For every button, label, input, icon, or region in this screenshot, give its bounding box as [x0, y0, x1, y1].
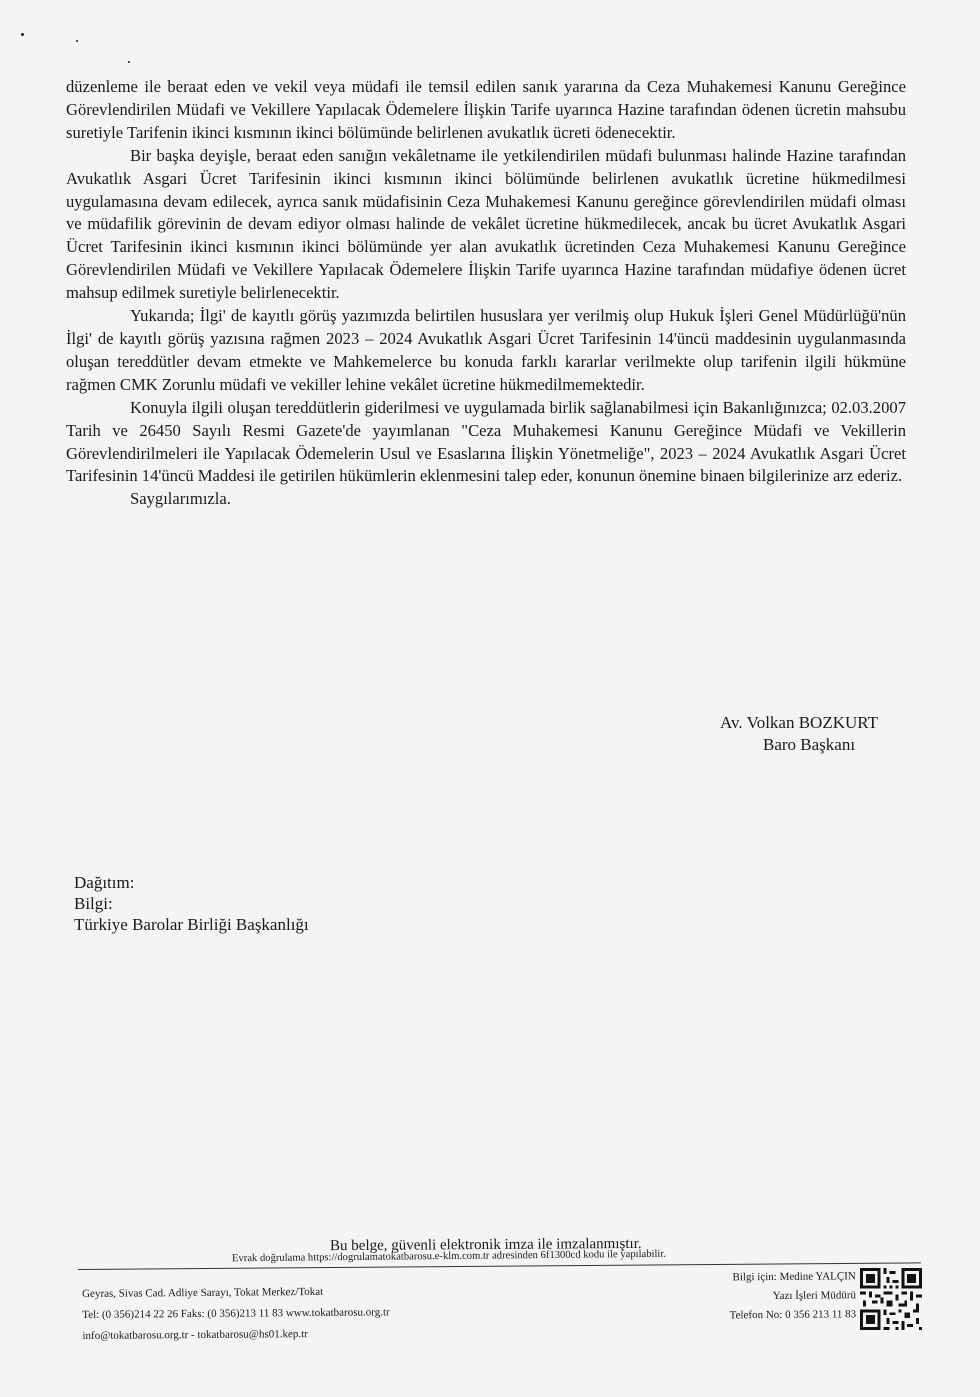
body-paragraph-3: Yukarıda; İlgi' de kayıtlı görüş yazımızda belirtilen hususlara yer verilmiş olup Hukuk İşleri Genel Müdürlüğü'nün İlgi' de kayıtlı görüş yazısına rağmen 2023 – 2024 Avukatlık Asgari Ücret Tarifesinin 14'üncü maddesinin uygulanmasında oluşan tereddütler devam etmekte ve Mahkemelerce bu konuda farklı kararlar verilmekte olup tarifenin ilgili hükmüne rağmen CMK Zorunlu müdafi ve vekiller lehine vekâlet ücretine hükmedilmemektedir. [66, 306, 906, 394]
info-recipient: Türkiye Barolar Birliği Başkanlığı [74, 915, 309, 934]
footer-address: Geyras, Sivas Cad. Adliye Sarayı, Tokat Merkez/Tokat [82, 1285, 324, 1300]
footer-contact-block [690, 1267, 856, 1325]
body-paragraph-2: Bir başka deyişle, beraat eden sanığın vekâletname ile yetkilendirilen müdafi bulunması halinde Hazine tarafından Avukatlık Asgari Ücret Tarifesinin ikinci kısmının ikinci bölümünde belirlenen avukatlık ücretine hükmedilmesi uygulamasına devam edilecek, ayrıca sanık müdafisinin Ceza Muhakemesi Kanunu gereğince görevlendirilen müdafi olması ve müdafilik görevinin de devam ediyor olması halinde de vekâlet ücretine hükmedilecek, ancak bu ücret Avukatlık Asgari Ücret Tarifesinin ikinci kısmının ikinci bölümünde yer alan avukatlık ücretinden Ceza Muhakemesi Kanunu Gereğince Görevlendirilen Müdafi ve Vekillere Yapılacak Ödemelere İlişkin Tarife uyarınca Hazine tarafından müdafiye ödenen ücret mahsup edilmek suretiyle belirlenecektir. [66, 145, 906, 303]
distribution-block [74, 872, 309, 935]
scan-speck [128, 61, 130, 63]
contact-label: Bilgi için: Medine YALÇIN [732, 1270, 856, 1284]
contact-phone: Telefon No: 0 356 213 11 83 [729, 1308, 857, 1322]
closing-salutation: Saygılarımızla. [130, 489, 231, 509]
signatory-name: Av. Volkan BOZKURT [720, 713, 878, 732]
footer-address-block [82, 1281, 390, 1347]
letter-body [66, 76, 906, 511]
footer-emails: info@tokatbarosu.org.tr - tokatbarosu@hs01.kep.tr [82, 1328, 308, 1342]
scan-speck [76, 40, 78, 42]
esignature-notice: Bu belge, güvenli elektronik imza ile imzalanmıştır. [329, 1235, 642, 1255]
contact-title: Yazı İşleri Müdürü [772, 1289, 857, 1303]
qr-code-icon [860, 1268, 922, 1330]
signatory-title: Baro Başkanı [763, 735, 856, 754]
body-paragraph-4: Konuyla ilgili oluşan tereddütlerin giderilmesi ve uygulamada birlik sağlanabilmesi için Bakanlığınızca; 02.03.2007 Tarih ve 26450 Sayılı Resmi Gazete'de yayımlanan "Ceza Muhakemesi Kanunu Gereğince Müdafi ve Vekillerin Görevlendirilmeleri ile Yapılacak Ödemelerin Usul ve Esaslarına İlişkin Yönetmeliğe", 2023 – 2024 Avukatlık Asgari Ücret Tarifesinin 14'üncü Maddesi ile getirilen hükümlerin eklenmesini talep eder, konunun önemine binaen bilgilerinize arz ederiz. [66, 397, 906, 486]
verification-note: Evrak doğrulama https://dogrulamatokatbarosu.e-klm.com.tr adresinden 6f1300cd kodu ile yapılabilir. [231, 1248, 666, 1265]
distribution-heading: Dağıtım: [74, 873, 135, 892]
signature-block [700, 712, 930, 756]
info-label: Bilgi: [74, 894, 113, 913]
footer-phone-fax: Tel: (0 356)214 22 26 Faks: (0 356)213 11 83 www.tokatbarosu.org.tr [82, 1306, 390, 1321]
scan-speck [21, 33, 24, 36]
body-paragraph-1: düzenleme ile beraat eden ve vekil veya müdafi ile temsil edilen sanık yararına da Ceza Muhakemesi Kanunu Gereğince Görevlendirilen Müdafi ve Vekillere Yapılacak Ödemelere İlişkin Tarife uyarınca Hazine tarafından ödenen ücretin mahsubu suretiyle Tarifenin ikinci kısmının ikinci bölümünde belirlenen avukatlık ücreti ödenecektir. [66, 77, 906, 142]
